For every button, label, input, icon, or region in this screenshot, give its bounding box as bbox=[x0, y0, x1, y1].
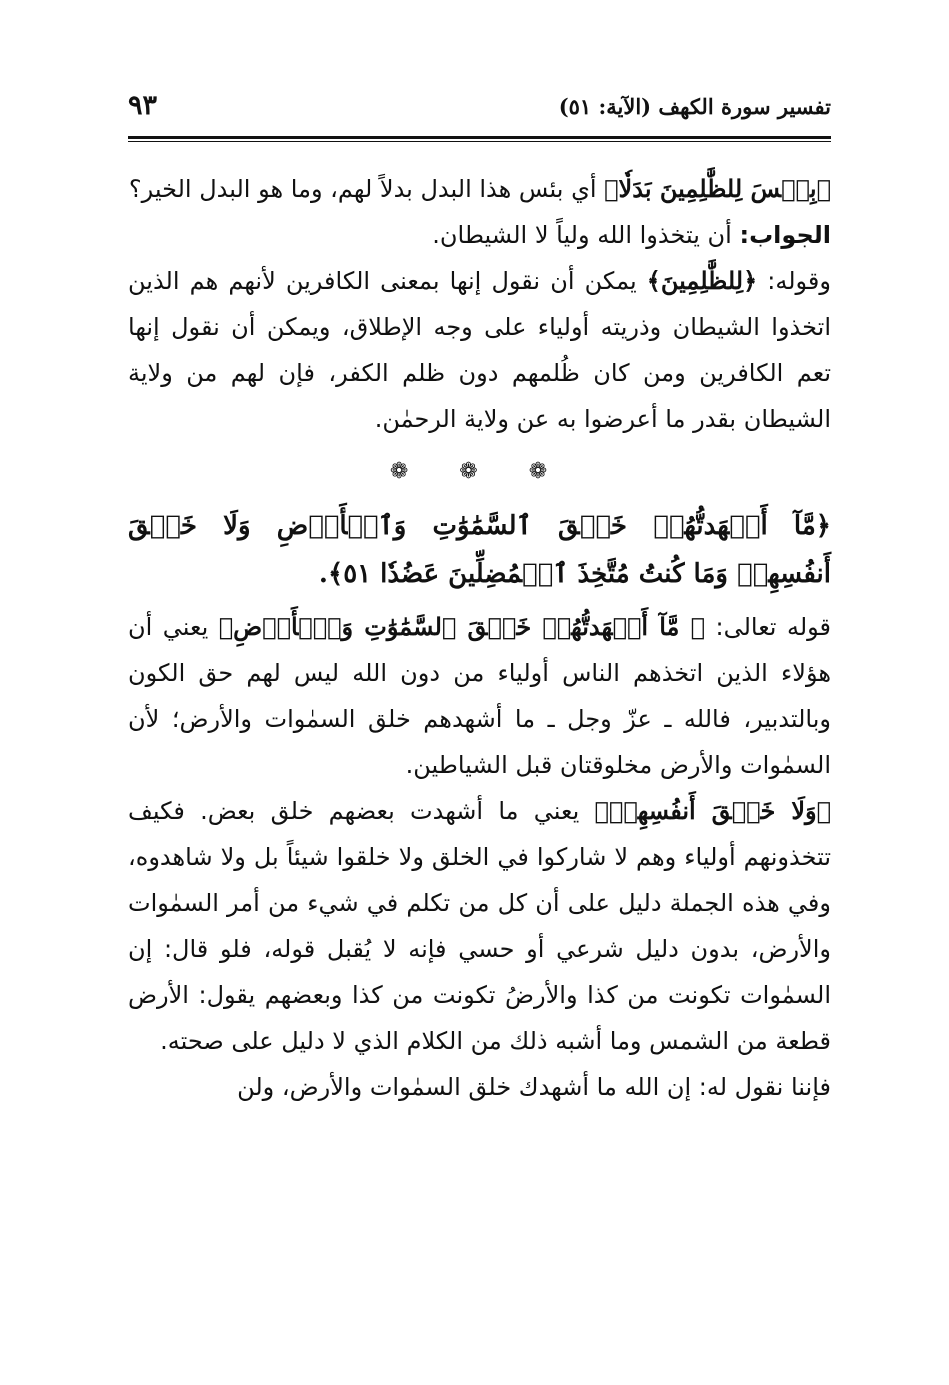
paragraph-text: فإننا نقول له: إن الله ما أشهدك خلق السمٰوات والأرض، ولن bbox=[237, 1073, 831, 1101]
paragraph-lead: وقوله: bbox=[757, 267, 831, 295]
page-body bbox=[128, 166, 831, 1110]
paragraph-1 bbox=[128, 166, 831, 212]
paragraph-text: أي بئس هذا البدل بدلاً لهم، وما هو البدل الخير؟ bbox=[128, 175, 605, 203]
quran-quote: ﴿وَلَا خَلۡقَ أَنفُسِهِمۡ﴾ bbox=[594, 796, 832, 825]
paragraph-text: يعني أن هؤلاء الذين اتخذهم الناس أولياء من دون الله ليس لهم حق الكون وبالتدبير، فالله ـ عزّ وجل ـ ما أشهدهم خلق السمٰوات والأرض؛ لأن السمٰوات والأرض مخلوقتان قبل الشياطين. bbox=[128, 613, 831, 779]
header-rule bbox=[128, 136, 831, 142]
paragraph-text: أن يتخذوا الله ولياً لا الشيطان. bbox=[432, 221, 740, 249]
paragraph-5 bbox=[128, 788, 831, 1064]
paragraph-4 bbox=[128, 604, 831, 788]
paragraph-3 bbox=[128, 258, 831, 442]
quran-quote: ﴿لِلظَّٰلِمِينَ﴾ bbox=[646, 266, 758, 295]
paragraph-text: يمكن أن نقول إنها بمعنى الكافرين لأنهم هم الذين اتخذوا الشيطان وذريته أولياء على وجه الإطلاق، ويمكن أن نقول إنها تعم الكافرين ومن كان ظُلمهم دون ظلم الكفر، فإن لهم من ولاية الشيطان بقدر ما أعرضوا به عن ولاية الرحمٰن. bbox=[128, 267, 831, 433]
running-title: تفسير سورة الكهف (الآية: ٥١) bbox=[558, 94, 831, 119]
page-header bbox=[128, 88, 831, 132]
paragraph-text: يعني ما أشهدت بعضهم خلق بعض. فكيف تتخذونهم أولياء وهم لا شاركوا في الخلق ولا خلقوا شيئاً بل ولا شاهدوه، وفي هذه الجملة دليل على أن كل من تكلم في شيء من أمر السمٰوات والأرض، بدون دليل شرعي أو حسي فإنه لا يُقبل قوله، فلو قال: إن السمٰوات تكونت من كذا والأرضُ تكونت من كذا وبعضهم يقول: الأرض قطعة من الشمس وما أشبه ذلك من الكلام الذي لا دليل على صحته. bbox=[128, 797, 831, 1055]
answer-label: الجواب: bbox=[739, 221, 831, 249]
paragraph-lead: قوله تعالى: bbox=[705, 613, 832, 641]
quran-quote: ﴿ مَّآ أَشۡهَدتُّهُمۡ خَلۡقَ ٱلسَّمَٰوَٰتِ وَٱلۡأَرۡضِ﴾ bbox=[218, 612, 706, 641]
paragraph-6 bbox=[128, 1064, 831, 1110]
section-ornament: ❁ ❁ ❁ bbox=[389, 459, 570, 484]
quran-quote: ﴿بِئۡسَ لِلظَّٰلِمِينَ بَدَلٗا﴾ bbox=[604, 174, 831, 203]
verse-block: ﴿مَّآ أَشۡهَدتُّهُمۡ خَلۡقَ ٱلسَّمَٰوَٰتِ وَٱلۡأَرۡضِ وَلَا خَلۡقَ أَنفُسِهِمۡ وَمَا كُنتُ مُتَّخِذَ ٱلۡمُضِلِّينَ عَضُدٗا ٥١﴾. bbox=[128, 511, 831, 589]
paragraph-2 bbox=[128, 212, 831, 258]
page-number: ٩٣ bbox=[128, 90, 158, 121]
